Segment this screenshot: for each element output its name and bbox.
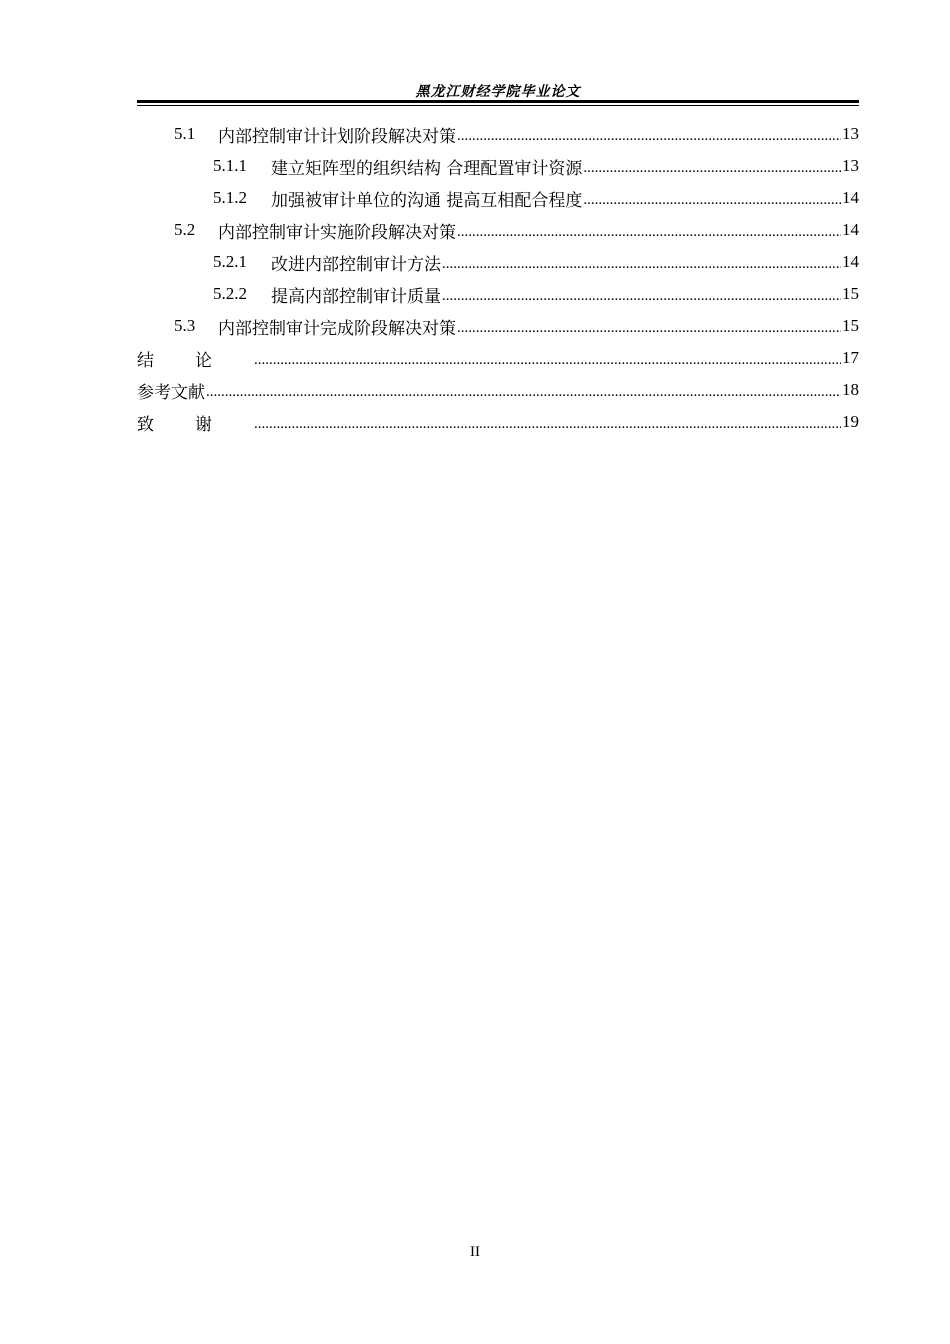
- toc-entry[interactable]: [137, 406, 859, 438]
- toc-leader-dots: [254, 348, 841, 368]
- toc-entry-number: 5.2.1: [213, 252, 247, 271]
- header-title: 黑龙江财经学院毕业论文: [415, 84, 581, 100]
- toc-entry[interactable]: [137, 246, 859, 278]
- toc-leader-dots: [206, 380, 841, 400]
- header-rule-thick: [137, 100, 859, 103]
- toc-leader-dots: [457, 124, 841, 144]
- toc-entry[interactable]: [137, 342, 859, 374]
- toc-leader-dots: [457, 220, 841, 240]
- toc-entry-number: 5.1.2: [213, 188, 247, 207]
- toc-entry-page: 13: [842, 156, 859, 175]
- toc-entry-title: 内部控制审计实施阶段解决对策: [218, 222, 456, 243]
- toc-entry-number: 5.3: [174, 316, 196, 335]
- toc-entry-page: 17: [842, 348, 859, 367]
- page-header: [137, 78, 859, 108]
- toc-entry-title: 参考文献: [137, 382, 205, 403]
- toc-entry-page: 14: [842, 188, 859, 207]
- toc-entry-page: 14: [842, 220, 859, 239]
- toc-entry-page: 19: [842, 412, 859, 431]
- toc-entry[interactable]: [137, 118, 859, 150]
- toc-entry[interactable]: [137, 310, 859, 342]
- toc-entry-title: 内部控制审计完成阶段解决对策: [218, 318, 456, 339]
- toc-entry-number: 5.2.2: [213, 284, 247, 303]
- toc-entry-title: 内部控制审计计划阶段解决对策: [218, 126, 456, 147]
- toc-entry[interactable]: [137, 150, 859, 182]
- toc-entry-number: 5.2: [174, 220, 196, 239]
- toc-leader-dots: [583, 188, 841, 208]
- toc-entry-page: 13: [842, 124, 859, 143]
- header-rule-thin: [137, 105, 859, 106]
- toc-entry-title: 建立矩阵型的组织结构 合理配置审计资源: [271, 158, 583, 179]
- toc-leader-dots: [254, 412, 841, 432]
- toc-entry-title: 加强被审计单位的沟通 提高互相配合程度: [271, 190, 583, 211]
- toc-entry-page: 18: [842, 380, 859, 399]
- toc-leader-dots: [583, 156, 841, 176]
- toc-entry-page: 15: [842, 316, 859, 335]
- page-number: II: [470, 1244, 480, 1260]
- toc-entry-page: 14: [842, 252, 859, 271]
- toc-entry-number: 5.1: [174, 124, 196, 143]
- toc-entry-title: 改进内部控制审计方法: [271, 254, 441, 275]
- toc-entry[interactable]: [137, 278, 859, 310]
- toc-entry[interactable]: [137, 374, 859, 406]
- toc-entry-title: 结论: [137, 350, 253, 371]
- toc-leader-dots: [442, 284, 841, 304]
- toc-entry-page: 15: [842, 284, 859, 303]
- toc-entry[interactable]: [137, 214, 859, 246]
- table-of-contents: [137, 118, 859, 438]
- toc-entry-number: 5.1.1: [213, 156, 247, 175]
- toc-entry-title: 致谢: [137, 414, 253, 435]
- toc-leader-dots: [457, 316, 841, 336]
- toc-entry[interactable]: [137, 182, 859, 214]
- toc-entry-title: 提高内部控制审计质量: [271, 286, 441, 307]
- toc-leader-dots: [442, 252, 841, 272]
